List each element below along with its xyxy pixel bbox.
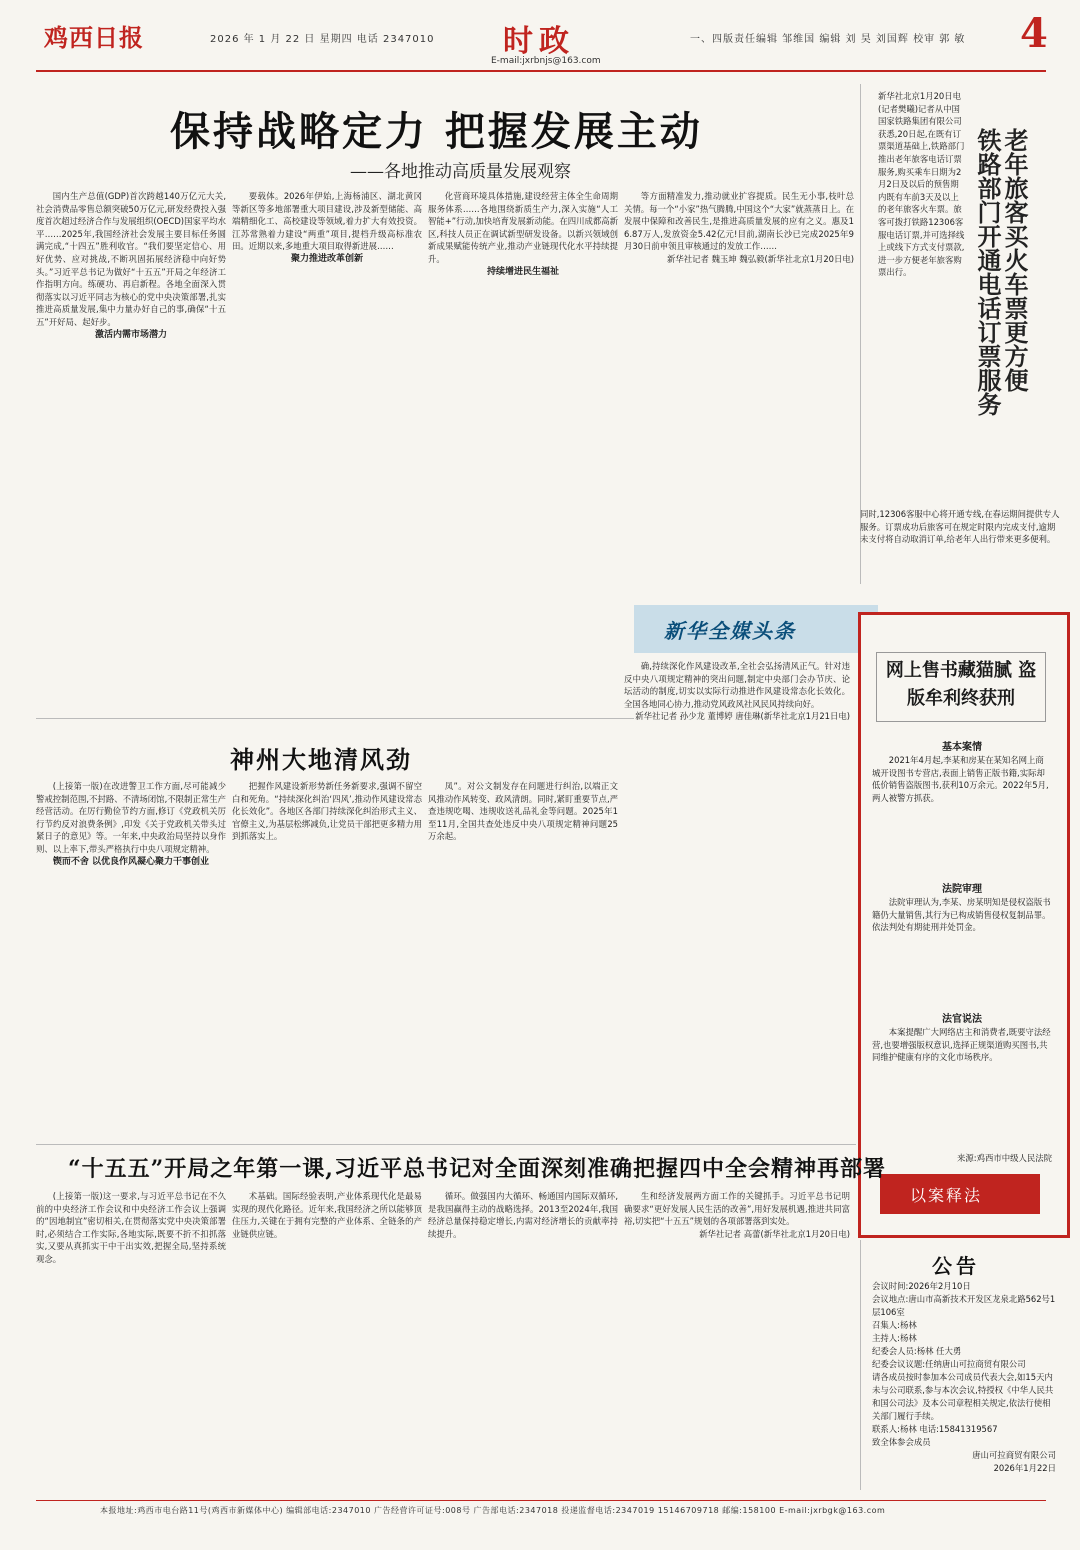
notice-line: 纪委会人员:杨林 任大勇 bbox=[872, 1346, 962, 1356]
notice-line: 联系人:杨林 电话:15841319567 bbox=[872, 1424, 998, 1434]
column-divider bbox=[860, 1240, 861, 1490]
case-trial-text bbox=[872, 896, 1052, 996]
notice-line: 纪委会议议题:任纳唐山可拉商贸有限公司 bbox=[872, 1359, 1026, 1369]
case-stamp-text: 以案释法 bbox=[910, 1186, 983, 1205]
anticorruption-col-2 bbox=[232, 780, 422, 1140]
paragraph: 化营商环境具体措施,建设经营主体全生命周期服务体系……各地围绕新质生产力,深入实施“人工智能+”行动,加快培育发展新动能。在四川成都高新区,科技人员正在调试新型研发设备。以新兴领域创新成果赋能传统产业,推动产业链现代化水平持续提升。 bbox=[428, 191, 618, 264]
date-line: 2026 年 1 月 22 日 星期四 电话 2347010 bbox=[210, 34, 435, 45]
case-subhead-facts: 基本案情 bbox=[942, 742, 982, 753]
bottom-story-col-4 bbox=[624, 1190, 850, 1490]
anticorruption-byline: 新华社记者 孙少龙 董博婷 唐佳琳(新华社北京1月21日电) bbox=[635, 711, 850, 722]
bottom-story-col-2 bbox=[232, 1190, 422, 1490]
case-judge-text bbox=[872, 1026, 1052, 1136]
notice-line: 召集人:杨林 bbox=[872, 1320, 917, 1330]
anticorruption-headline: 神州大地清风劲 bbox=[230, 745, 412, 774]
section-subhead: 聚力推进改革创新 bbox=[290, 253, 363, 264]
top-story-col-4 bbox=[624, 190, 854, 595]
paragraph: 2021年4月起,李某和房某在某知名网上商城开设图书专营店,表面上销售正版书籍,实际却低价销售盗版图书,获利10万余元。2022年5月,两人被警方抓获。 bbox=[872, 755, 1049, 803]
paragraph: (上接第一版)这一要求,与习近平总书记在不久前的中央经济工作会议和中央经济工作会议上强调的“因地制宜”密切相关,在贯彻落实党中央决策部署时,必须结合工作实际,各地实际,既要不折不扣抓落实,又要从真抓实干中干出实效,把握全局,坚持系统观念。 bbox=[36, 1191, 226, 1264]
top-story-col-2 bbox=[232, 190, 422, 710]
case-subhead-judge: 法官说法 bbox=[942, 1014, 982, 1025]
section-name: 时政 bbox=[503, 24, 575, 59]
anticorruption-col-4 bbox=[624, 660, 850, 1140]
section-divider bbox=[36, 718, 634, 719]
footer-info: 本报地址:鸡西市电台路11号(鸡西市新媒体中心) 编辑部电话:2347010 广告经营许可证号:008号 广告部电话:2347018 投递监督电话:2347019 15146709718 邮编:158100 E-mail:jxrbgk@163.com bbox=[100, 1506, 886, 1515]
notice-line: 2026年1月22日 bbox=[993, 1463, 1056, 1473]
rail-title-line-1: 老年旅客买火车票更方便 bbox=[1000, 128, 1029, 392]
anticorruption-col-1 bbox=[36, 780, 226, 1140]
top-subhead: ——各地推动高质量发展观察 bbox=[350, 162, 571, 182]
notice-body bbox=[872, 1280, 1056, 1485]
case-source: 来源:鸡西市中级人民法院 bbox=[957, 1153, 1052, 1163]
section-divider bbox=[36, 1144, 856, 1145]
bottom-rule bbox=[36, 1500, 1046, 1501]
section-email: E-mail:jxrbnjs@163.com bbox=[491, 56, 601, 66]
bottom-story-byline: 新华社记者 高蕾(新华社北京1月20日电) bbox=[699, 1228, 850, 1239]
rail-title-line-2: 铁路部门开通电话订票服务 bbox=[973, 128, 1002, 416]
bottom-headline: “十五五”开局之年第一课,习近平总书记对全面深刻准确把握四中全会精神再部署 bbox=[68, 1156, 886, 1182]
paragraph: (上接第一版)在改进警卫工作方面,尽可能减少警戒控制范围,不封路、不清场闭馆,不限制正常生产经营活动。在厉行勤俭节约方面,修订《党政机关厉行节约反对浪费条例》,印发《关于党政机关带头过紧日子的意见》等。一年来,中央政治局坚持以身作则、以上率下,带头严格执行中央八项规定精神。 bbox=[36, 781, 226, 854]
paragraph: 循环。做强国内大循环、畅通国内国际双循环,是我国赢得主动的战略选择。2013至2024年,我国经济总量保持稳定增长,内需对经济增长的贡献率持续提升。 bbox=[428, 1191, 618, 1239]
bottom-story-col-3 bbox=[428, 1190, 618, 1490]
section-subhead: 激活内需市场潜力 bbox=[94, 329, 167, 340]
paragraph: 确,持续深化作风建设改革,全社会弘扬清风正气。针对违反中央八项规定精神的突出问题,制定中央部门会办节庆、论坛活动的制度,切实以实际行动推进作风建设常态化长效化。全国各地同心协力,推动党风政风社风民风持续向好。 bbox=[624, 661, 850, 709]
rail-story-text: 新华社北京1月20日电(记者樊曦)记者从中国国家铁路集团有限公司获悉,20日起,在既有订票渠道基础上,铁路部门推出老年旅客电话订票服务,购买乘车日期为2月2日及以后的预售期内既有车前3天及以上的老年旅客火车票。旅客可拨打铁路12306客服电话订票,并可选择线上或线下方式支付票款,进一步方便老年旅客购票出行。 bbox=[878, 91, 965, 278]
section-subhead: 持续增进民生福祉 bbox=[486, 266, 559, 277]
case-box-title: 网上售书藏猫腻 盗版牟利终获刑 bbox=[876, 652, 1046, 722]
case-subhead-trial: 法院审理 bbox=[942, 884, 982, 895]
top-headline: 保持战略定力 把握发展主动 bbox=[170, 108, 703, 155]
paragraph: 术基础。国际经验表明,产业体系现代化是最易实现的现代化路径。近年来,我国经济之所以能够顶住压力,关键在于拥有完整的产业体系、全链条的产业链供应链。 bbox=[232, 1191, 422, 1239]
anticorruption-col-3 bbox=[428, 780, 618, 1140]
paragraph: 等方面精准发力,推动就业扩容提质。民生无小事,枝叶总关情。每一个“小家”热气腾腾,中国这个“大家”就蒸蒸日上。在发展中保障和改善民生,是推进高质量发展的应有之义。惠及16.87万人,发放资金5.42亿元!目前,湖南长沙已完成2025年9月30日前申领且审核通过的发放工作…… bbox=[624, 191, 854, 252]
notice-line: 会议地点:唐山市高新技术开发区龙泉北路562号1层106室 bbox=[872, 1294, 1056, 1317]
paragraph: 凤”。对公文制发存在问题进行纠治,以端正文风推动作风转变、政风清朗。同时,紧盯重要节点,严查违规吃喝、违规收送礼品礼金等问题。2025年1至11月,全国共查处违反中央八项规定精神问题25万余起。 bbox=[428, 781, 618, 842]
paragraph: 生和经济发展两方面工作的关键抓手。习近平总书记明确要求“更好发展人民生活的改善”,用好发展机遇,推进共同富裕,切实把“十五五”规划的各项部署落到实处。 bbox=[624, 1191, 850, 1227]
notice-line: 会议时间:2026年2月10日 bbox=[872, 1281, 971, 1291]
section-subhead: 锲而不舍 以优良作风凝心聚力干事创业 bbox=[52, 856, 210, 867]
top-story-byline: 新华社记者 魏玉坤 魏弘毅(新华社北京1月20日电) bbox=[667, 253, 854, 264]
rail-story-continuation: 同时,12306客服中心将开通专线,在春运期间提供专人服务。订票成功后旅客可在规定时限内完成支付,逾期未支付将自动取消订单,给老年人出行带来更多便利。 bbox=[860, 509, 1060, 545]
top-rule bbox=[36, 70, 1046, 72]
section-box bbox=[497, 14, 581, 58]
paragraph: 国内生产总值(GDP)首次跨越140万亿元大关,社会消费品零售总额突破50万亿元,研发经费投入强度首次超过经济合作与发展组织(OECD)国家平均水平……2025年,我国经济社会发展主要目标任务圆满完成,“十四五”胜利收官。“我们要坚定信心、用好优势、应对挑战,不断巩固拓展经济稳中向好势头。”习近平总书记为做好“十五五”开局之年经济工作指明方向。练硬功、再启新程。各地全面深入贯彻落实以习近平同志为核心的党中央决策部署,扎实推进高质量发展,集中力量办好自己的事,确保“十五五”开好局、起好步。 bbox=[36, 191, 226, 327]
xinhua-banner bbox=[634, 605, 878, 653]
page-number: 4 bbox=[1020, 10, 1048, 57]
rail-story-title bbox=[973, 128, 1029, 488]
case-stamp bbox=[880, 1174, 1040, 1214]
notice-line: 主持人:杨林 bbox=[872, 1333, 917, 1343]
notice-line: 致全体参会成员 bbox=[872, 1437, 931, 1447]
editors-line: 一、四版责任编辑 邹维国 编辑 刘 昊 刘国辉 校审 郭 敏 bbox=[690, 34, 966, 45]
notice-line: 请各成员按时参加本公司成员代表大会,如15天内未与公司联系,参与本次会议,特授权《中华人民共和国公司法》及本公司章程相关规定,依法行使相关部门履行手续。 bbox=[872, 1372, 1054, 1421]
paragraph: 把握作风建设新形势新任务新要求,强调不留空白和死角。“持续深化纠治‘四风’,推动作风建设常态化长效化”。各地区各部门持续深化纠治形式主义、官僚主义,为基层松绑减负,让党员干部把更多精力用到抓落实上。 bbox=[232, 781, 422, 842]
notice-line: 唐山可拉商贸有限公司 bbox=[972, 1450, 1056, 1460]
xinhua-banner-text: 新华全媒头条 bbox=[664, 619, 796, 643]
bottom-story-col-1 bbox=[36, 1190, 226, 1490]
paragraph: 本案提醒广大网络店主和消费者,既要守法经营,也要增强版权意识,选择正规渠道购买图书,共同维护健康有序的文化市场秩序。 bbox=[872, 1027, 1051, 1063]
paragraph: 法院审理认为,李某、房某明知是侵权盗版书籍仍大量销售,其行为已构成销售侵权复制品罪。依法判处有期徒刑并处罚金。 bbox=[872, 897, 1051, 933]
newspaper-logo: 鸡西日报 bbox=[44, 23, 144, 52]
case-facts-text bbox=[872, 754, 1052, 864]
paragraph: 要载体。2026年伊始,上海杨浦区、湖北黄冈等新区等多地部署重大项目建设,涉及新型储能、高端精细化工、高校建设等领域,着力扩大有效投资。江苏常熟着力建设“两重”项目,提档升级高标准农田。近期以来,多地重大项目取得新进展…… bbox=[232, 191, 422, 252]
top-story-col-3 bbox=[428, 190, 618, 710]
top-story-col-1 bbox=[36, 190, 226, 710]
notice-title: 公告 bbox=[932, 1254, 980, 1278]
